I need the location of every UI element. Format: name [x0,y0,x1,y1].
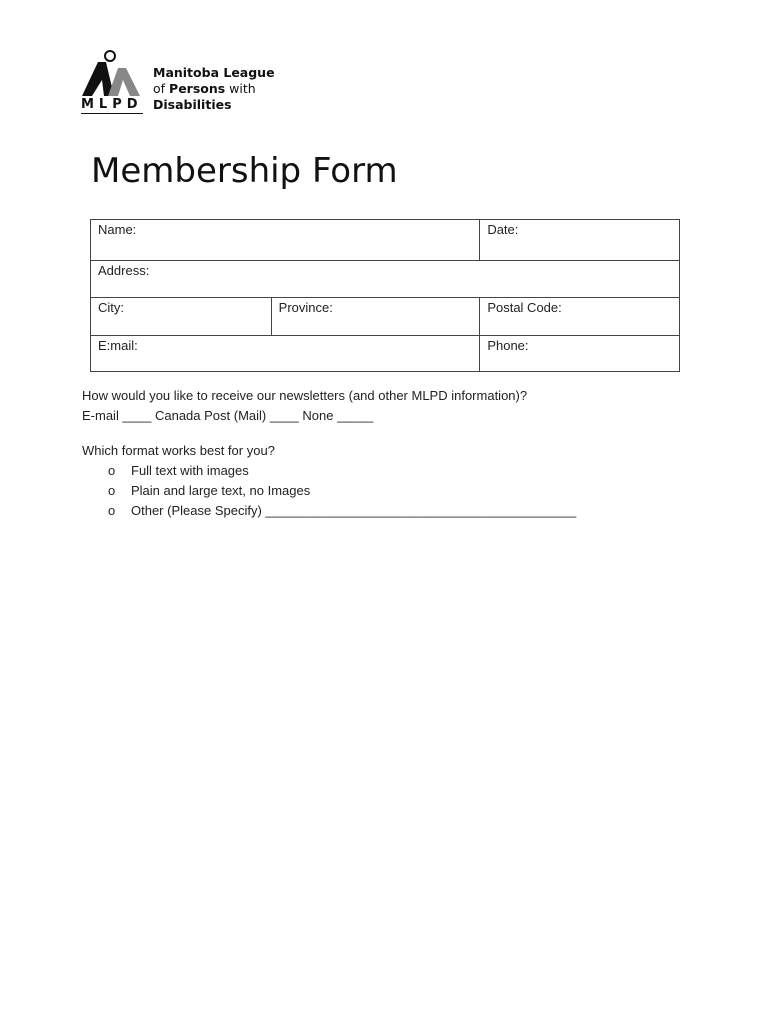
logo-organization-name [153,65,275,113]
province-label: Province: [278,300,333,315]
logo-name-of: of [153,81,170,96]
province-field[interactable] [271,298,480,336]
name-label: Name: [98,222,137,237]
email-field[interactable] [91,336,480,372]
address-label: Address: [98,263,150,278]
email-label: E:mail: [98,338,138,353]
city-field[interactable] [91,298,272,336]
logo-name-persons: Persons [169,81,226,96]
newsletter-choices[interactable]: E-mail ____ Canada Post (Mail) ____ None _____ [82,408,374,423]
format-question: Which format works best for you? [82,443,275,458]
format-section [82,441,576,521]
format-option-label: Full text with images [131,463,249,478]
phone-field[interactable] [480,336,680,372]
format-options-list [82,461,576,521]
membership-form-table [90,219,680,372]
logo-name-with: with [225,81,256,96]
name-field[interactable] [91,220,480,261]
newsletter-section [82,386,527,426]
format-option-label: Plain and large text, no Images [131,483,311,498]
logo-name-line1: Manitoba League [153,65,275,80]
bullet-icon: o [108,483,116,498]
format-option-full-text[interactable] [82,461,576,481]
mlpd-figures-icon [80,50,142,100]
bullet-icon: o [108,503,116,518]
format-option-label: Other (Please Specify) ___________________________________________ [131,503,577,518]
postal-code-field[interactable] [480,298,680,336]
postal-code-label: Postal Code: [487,300,562,315]
format-option-other[interactable] [82,501,576,521]
logo-abbreviation: MLPD [81,97,143,112]
newsletter-question: How would you like to receive our newsletters (and other MLPD information)? [82,388,528,403]
address-field[interactable] [91,261,680,298]
page-title: Membership Form [91,151,398,191]
mlpd-logo [80,50,280,116]
bullet-icon: o [108,463,116,478]
date-field[interactable] [480,220,680,261]
format-option-plain-large[interactable] [82,481,576,501]
logo-name-line2 [153,81,275,97]
phone-label: Phone: [487,338,529,353]
city-label: City: [98,300,124,315]
date-label: Date: [487,222,519,237]
logo-name-line3: Disabilities [153,97,232,112]
